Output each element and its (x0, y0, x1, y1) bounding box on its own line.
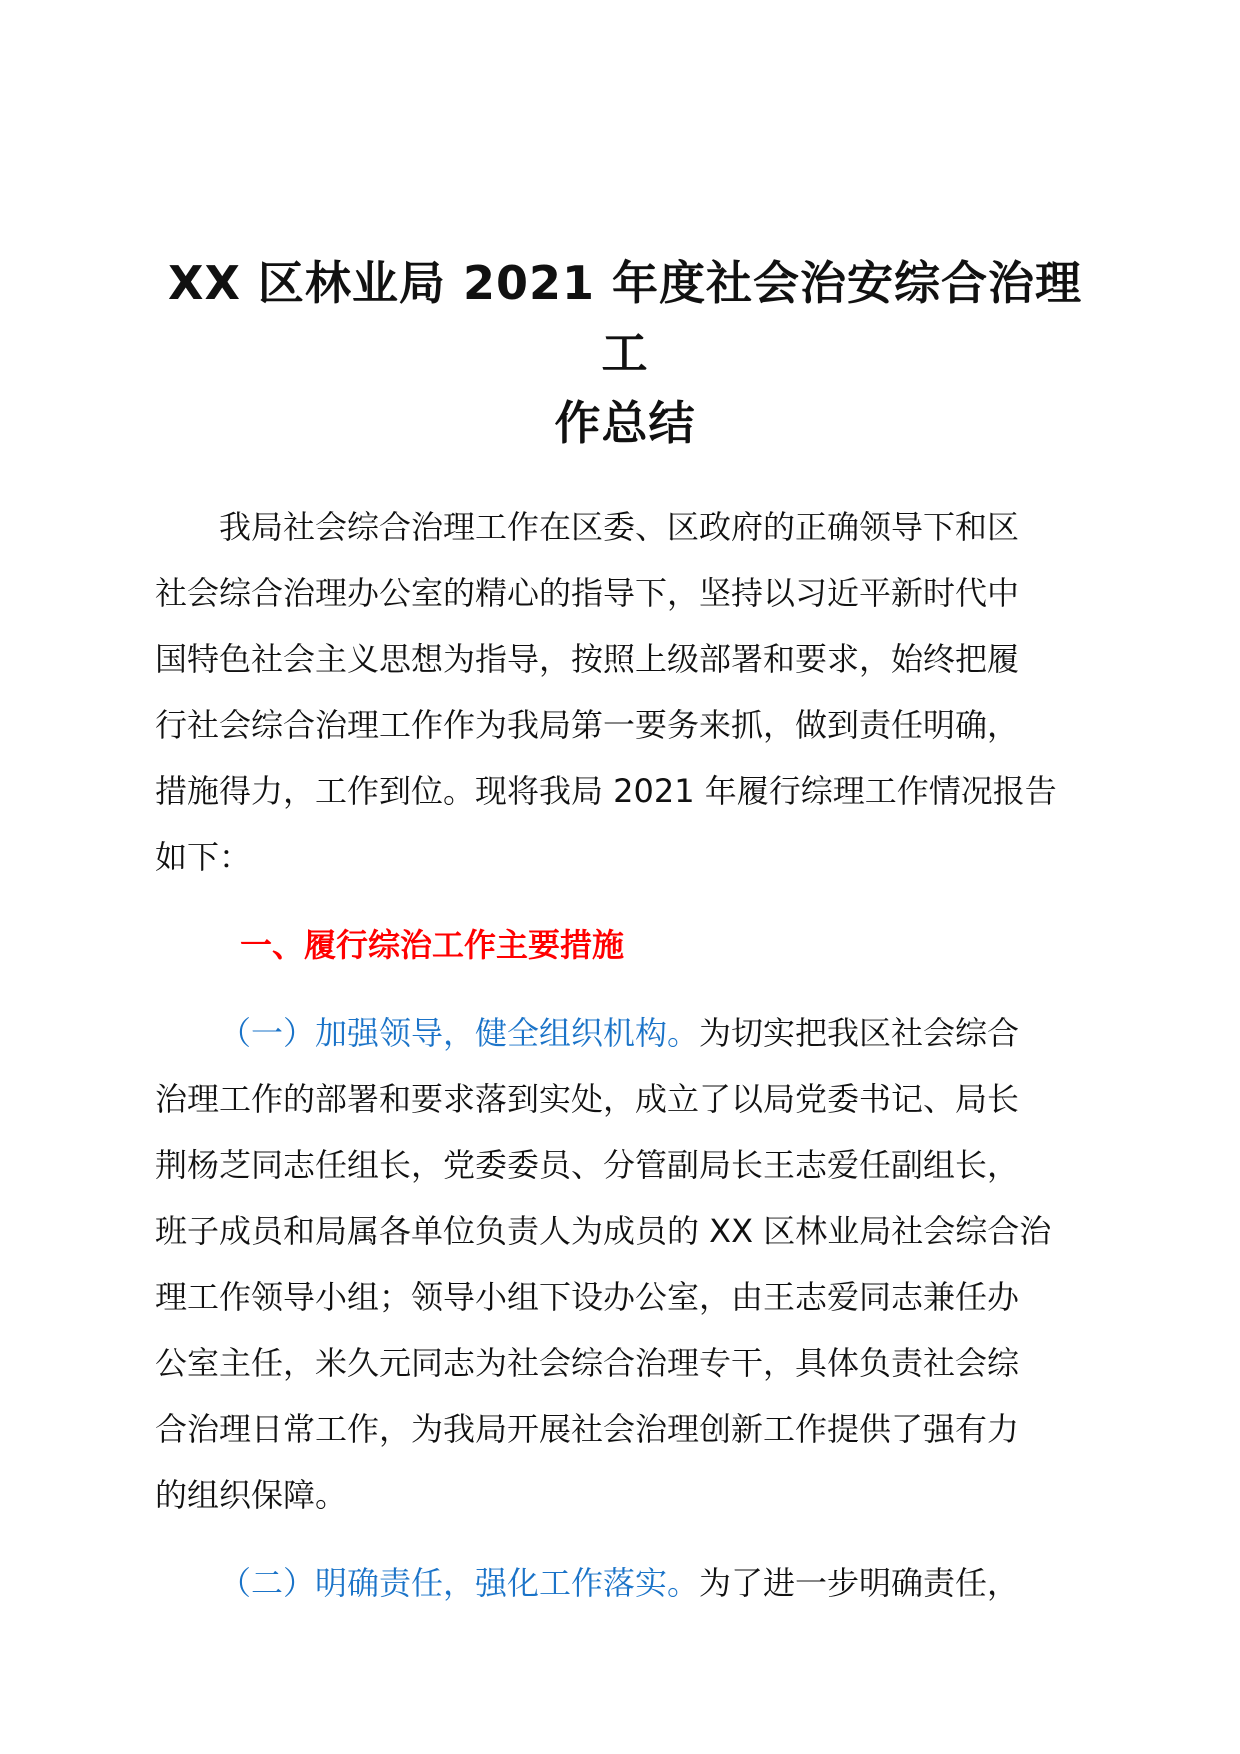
intro-line-2: 社会综合治理办公室的精心的指导下，坚持以习近平新时代中 (155, 574, 1020, 612)
subsection-2-first-line (155, 1550, 1095, 1616)
title-line-2: 作总结 (554, 396, 696, 450)
intro-paragraph (155, 494, 1095, 890)
document-page (155, 248, 1095, 1616)
intro-line-4: 行社会综合治理工作作为我局第一要务来抓，做到责任明确， (155, 706, 1020, 744)
subsection-1-line-4: 班子成员和局属各单位负责人为成员的 XX 区林业局社会综合治 (155, 1212, 1052, 1250)
intro-line-1: 我局社会综合治理工作在区委、区政府的正确领导下和区 (219, 508, 1020, 546)
subsection-1-line-6: 公室主任，米久元同志为社会综合治理专干，具体负责社会综 (155, 1344, 1020, 1382)
title-line-1: XX 区林业局 2021 年度社会治安综合治理工 (167, 256, 1082, 380)
intro-line-6: 如下： (155, 838, 252, 876)
subsection-2-title: （二）明确责任，强化工作落实。 (219, 1564, 700, 1602)
subsection-2-first-line-text: 为了进一步明确责任， (699, 1564, 1020, 1602)
intro-line-5: 措施得力，工作到位。现将我局 2021 年履行综理工作情况报告 (155, 772, 1057, 810)
subsection-1-line-8: 的组织保障。 (155, 1476, 348, 1514)
subsection-2-paragraph (155, 1550, 1095, 1616)
subsection-1-first-line (155, 1000, 1095, 1066)
document-title (155, 248, 1095, 458)
subsection-1-title: （一）加强领导，健全组织机构。 (219, 1014, 700, 1052)
intro-line-3: 国特色社会主义思想为指导，按照上级部署和要求，始终把履 (155, 640, 1020, 678)
subsection-1-line-5: 理工作领导小组；领导小组下设办公室，由王志爱同志兼任办 (155, 1278, 1020, 1316)
subsection-1-line-3: 荆杨芝同志任组长，党委委员、分管副局长王志爱任副组长， (155, 1146, 1020, 1184)
subsection-1-line-7: 合治理日常工作，为我局开展社会治理创新工作提供了强有力 (155, 1410, 1020, 1448)
subsection-1-paragraph (155, 1000, 1095, 1528)
section-heading-1: 一、履行综治工作主要措施 (240, 926, 625, 964)
subsection-1-line-2: 治理工作的部署和要求落到实处，成立了以局党委书记、局长 (155, 1080, 1020, 1118)
subsection-1-first-line-text: 为切实把我区社会综合 (699, 1014, 1020, 1052)
